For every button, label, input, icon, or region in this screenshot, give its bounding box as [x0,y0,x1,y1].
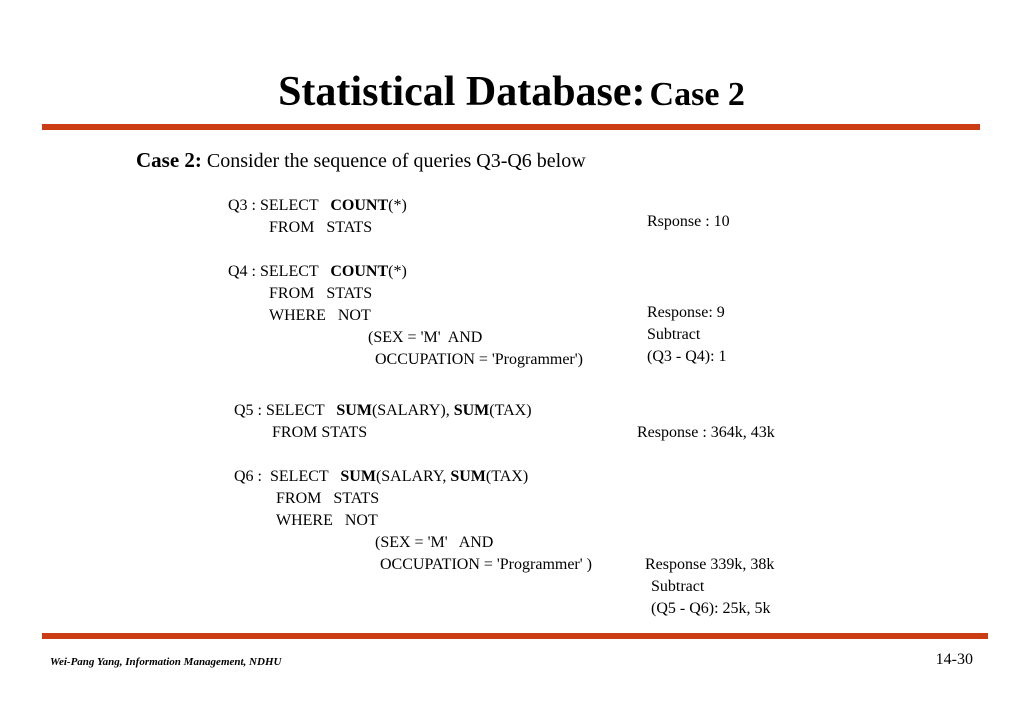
q3-agg: COUNT [330,197,389,214]
q3-rest: (*) [388,197,407,214]
query-q4-condition-2: OCCUPATION = 'Programmer') [375,351,583,368]
q3-prefix: Q3 : SELECT [228,197,331,214]
slide-title [0,68,1023,116]
query-q4-from: FROM STATS [269,285,373,302]
q4-prefix: Q4 : SELECT [228,263,331,280]
query-q6-from: FROM STATS [276,490,380,507]
q6-agg-2: SUM [450,468,486,485]
response-q6-difference: (Q5 - Q6): 25k, 5k [651,600,771,617]
q5-prefix: Q5 : SELECT [234,402,337,419]
query-q4-condition-1: (SEX = 'M' AND [368,329,483,346]
response-q4-subtract: Subtract [647,326,701,343]
response-q3: Rsponse : 10 [647,213,730,230]
q4-rest: (*) [388,263,407,280]
response-q6-subtract: Subtract [651,578,705,595]
q6-agg-1: SUM [340,468,376,485]
q6-prefix: Q6 : SELECT [234,468,341,485]
query-q6-condition-2: OCCUPATION = 'Programmer' ) [380,556,592,573]
q6-mid: (SALARY, [375,468,451,485]
query-q6-select [234,466,528,488]
top-divider [42,124,980,130]
intro-text: Consider the sequence of queries Q3-Q6 below [206,150,586,172]
response-q4-value: Response: 9 [647,304,725,321]
q5-rest: (TAX) [489,402,532,419]
response-q5: Response : 364k, 43k [637,424,775,441]
slide-title-main: Statistical Database: [278,69,646,115]
query-q5-from: FROM STATS [272,424,368,441]
intro-line [136,148,586,173]
intro-label: Case 2: [136,148,202,172]
page-number: 14-30 [935,651,973,668]
footer-author: Wei-Pang Yang, Information Management, NDHU [50,656,282,668]
q5-agg-1: SUM [336,402,372,419]
query-q5-select [234,400,532,422]
query-q4-select [228,261,407,283]
q5-mid: (SALARY), [371,402,454,419]
query-q4-where: WHERE NOT [269,307,371,324]
bottom-divider [42,633,988,639]
response-q6-value: Response 339k, 38k [645,556,775,573]
query-q6-where: WHERE NOT [276,512,378,529]
response-q4-difference: (Q3 - Q4): 1 [647,348,727,365]
slide-title-sub: Case 2 [649,76,745,113]
query-q3-select [228,195,407,217]
q4-agg: COUNT [330,263,389,280]
q6-rest: (TAX) [485,468,529,485]
query-q6-condition-1: (SEX = 'M' AND [375,534,494,551]
q5-agg-2: SUM [453,402,490,419]
query-q3-from: FROM STATS [269,219,373,236]
